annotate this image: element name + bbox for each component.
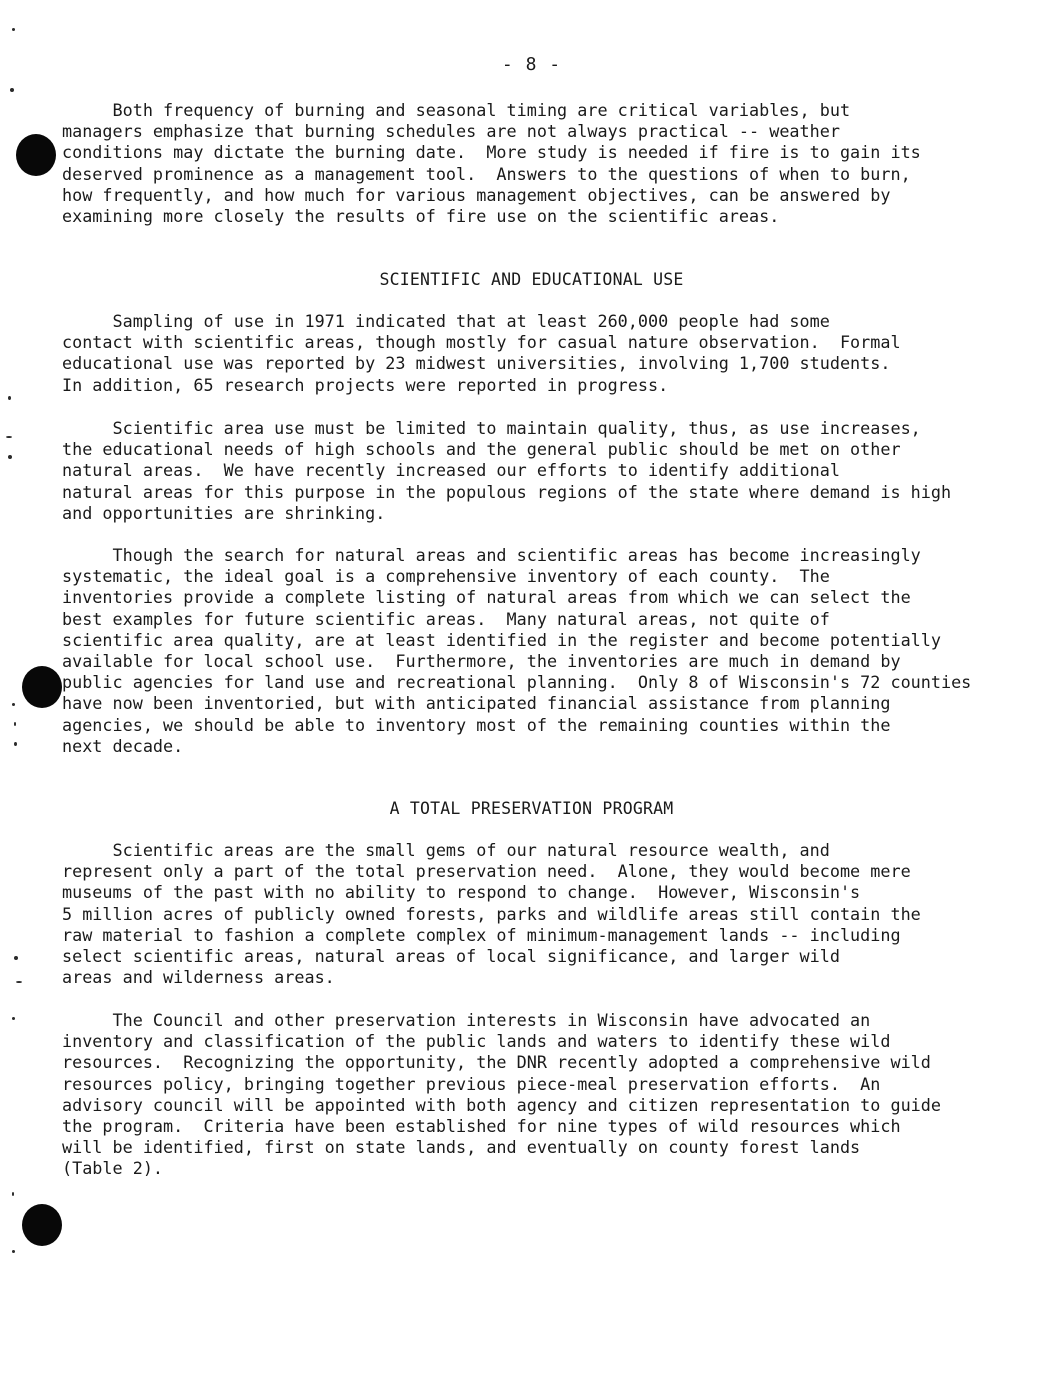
- scan-speck: [14, 742, 17, 746]
- punch-hole-bottom: [22, 1204, 62, 1246]
- scan-speck: [12, 1250, 15, 1253]
- paragraph-wild-resources-policy: The Council and other preservation interests in Wisconsin have advocated an inventory and classification of the public lands and waters to identify these wild resources. Recognizing the opportunity, the DNR recently adopted a comprehensive wild resources policy, bringing together previous piece-meal preservation efforts. An advisory council will be appointed with both agency and citizen representation to guide the program. Criteria have been established for nine types of wild resources which will be identified, first on state lands, and eventually on county forest lands (Table 2).: [62, 1010, 941, 1179]
- scan-speck: [8, 455, 12, 459]
- scan-speck: [12, 28, 15, 31]
- scan-speck: [12, 1017, 15, 1020]
- scan-speck: [16, 981, 22, 983]
- paragraph-sampling-of-use: Sampling of use in 1971 indicated that at least 260,000 people had some contact with scientific areas, though mostly for casual nature observation. Formal educational use was reported by 23 midwest universities, involving 1,700 students. In addition, 65 research projects were reported in progress.: [62, 311, 901, 395]
- paragraph-use-limits: Scientific area use must be limited to maintain quality, thus, as use increases, the educational needs of high schools and the general public should be met on other natural areas. We have recently increased our efforts to identify additional natural areas for this purpose in the populous regions of the state where demand is high and opportunities are shrinking.: [62, 418, 952, 523]
- page-number: - 8 -: [501, 54, 562, 75]
- punch-hole-top: [16, 134, 56, 176]
- scan-speck: [12, 703, 15, 706]
- paragraph-fire-management: Both frequency of burning and seasonal timing are critical variables, but managers emphasize that burning schedules are not always practical -- weather conditions may dictate the burning date. More study is needed if fire is to gain its deserved prominence as a management tool. Answers to the questions of when to burn, how frequently, and how much for various management objectives, can be answered by examining more closely the results of fire use on the scientific areas.: [62, 100, 921, 227]
- scan-speck: [12, 1192, 14, 1196]
- scan-speck: [10, 88, 14, 92]
- punch-hole-middle: [22, 666, 62, 708]
- paragraph-county-inventory: Though the search for natural areas and scientific areas has become increasingly systematic, the ideal goal is a comprehensive inventory of each county. The inventories provide a complete listing of natural areas from which we can select the best examples for future scientific areas. Many natural areas, not quite of scientific area quality, are at least identified in the register and become potentially available for local school use. Furthermore, the inventories are much in demand by public agencies for land use and recreational planning. Only 8 of Wisconsin's 72 counties have now been inventoried, but with anticipated financial assistance from planning agencies, we should be able to inventory most of the remaining counties within the next decade.: [62, 545, 972, 756]
- scan-speck: [6, 436, 12, 438]
- section-heading-scientific-educational-use: SCIENTIFIC AND EDUCATIONAL USE: [379, 270, 684, 289]
- scan-speck: [14, 956, 18, 960]
- scan-speck: [14, 722, 16, 726]
- section-heading-total-preservation-program: A TOTAL PRESERVATION PROGRAM: [389, 799, 674, 818]
- paragraph-small-gems: Scientific areas are the small gems of our natural resource wealth, and represent only a part of the total preservation need. Alone, they would become mere museums of the past with no ability to respond to change. However, Wisconsin's 5 million acres of publicly owned forests, parks and wildlife areas still contain the raw material to fashion a complete complex of minimum-management lands -- including select scientific areas, natural areas of local significance, and larger wild areas and wilderness areas.: [62, 840, 921, 988]
- scan-speck: [8, 396, 11, 400]
